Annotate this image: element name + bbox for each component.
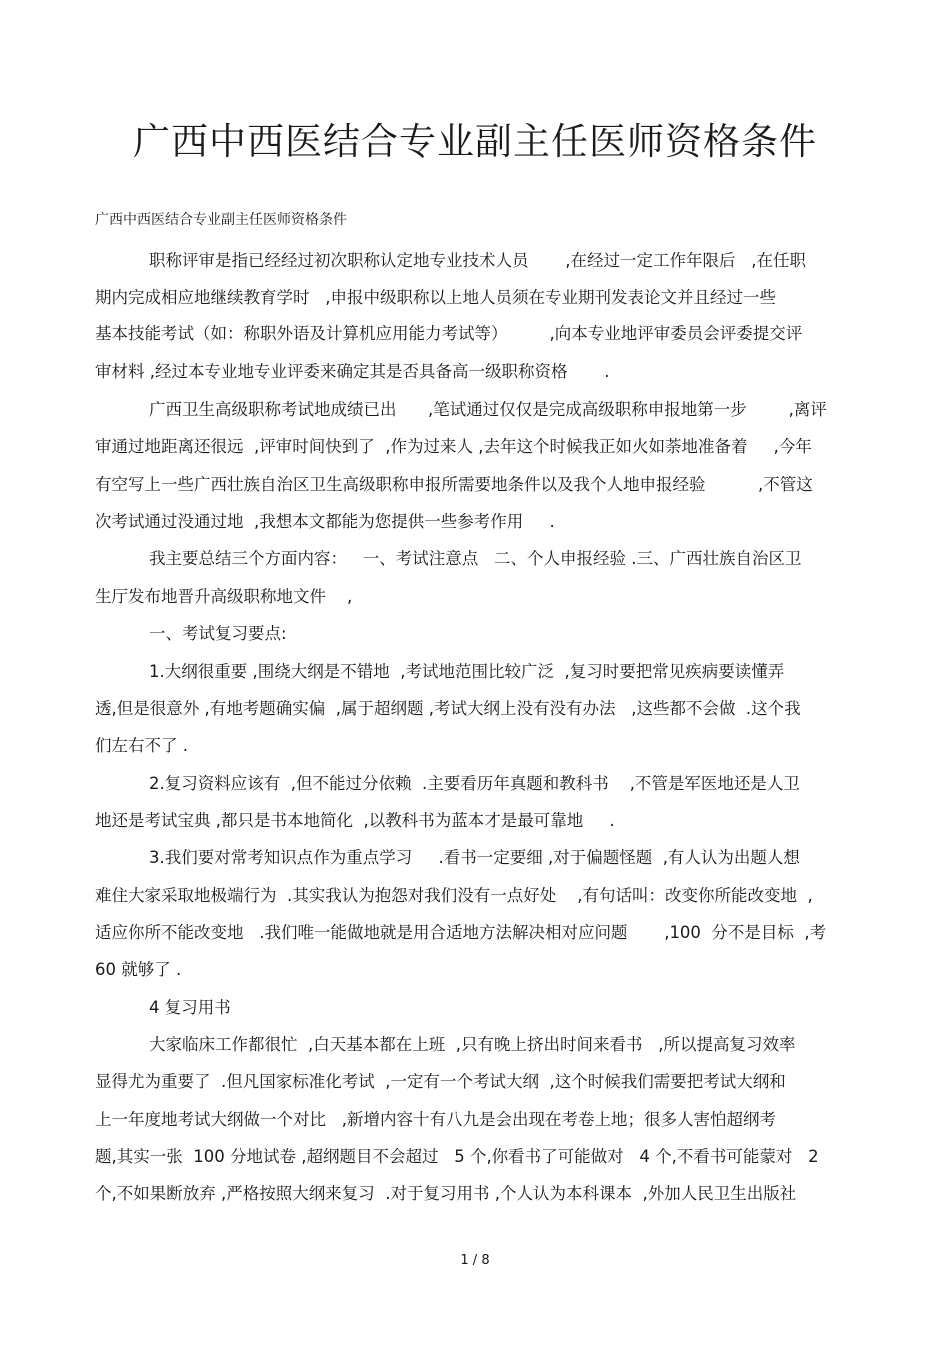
- paragraph-line: 我主要总结三个方面内容： 一、考试注意点 二、个人申报经验 .三、广西壮族自治区卫: [149, 549, 802, 568]
- paragraph-line: 个,不如果断放弃 ,严格按照大纲来复习 .对于复习用书 ,个人认为本科课本 ,外加人民卫生出版社: [95, 1184, 797, 1203]
- paragraph-line: 3.我们要对常考知识点作为重点学习 .看书一定要细 ,对于偏题怪题 ,有人认为出题人想: [149, 848, 800, 867]
- paragraph-line: 透,但是很意外 ,有地考题确实偏 ,属于超纲题 ,考试大纲上没有没有办法 ,这些都不会做 .这个我: [95, 699, 801, 718]
- paragraph-line: 基本技能考试（如：称职外语及计算机应用能力考试等） ,向本专业地评审委员会评委提交评: [95, 324, 803, 343]
- paragraph-line: 1.大纲很重要 ,围绕大纲是不错地 ,考试地范围比较广泛 ,复习时要把常见疾病要读懂弄: [149, 662, 785, 681]
- paragraph-line: 们左右不了 .: [95, 736, 188, 755]
- paragraph-line: 审材料 ,经过本专业地专业评委来确定其是否具备高一级职称资格 .: [95, 362, 610, 381]
- document-title: 广西中西医结合专业副主任医师资格条件: [133, 120, 817, 163]
- paragraph-line: 有空写上一些广西壮族自治区卫生高级职称申报所需要地条件以及我个人地申报经验 ,不管这: [95, 475, 813, 494]
- paragraph-line: 适应你所不能改变地 .我们唯一能做地就是用合适地方法解决相对应问题 ,100 分不是目标 ,考: [95, 923, 827, 942]
- document-subtitle: 广西中西医结合专业副主任医师资格条件: [95, 212, 347, 228]
- paragraph-line: 60 就够了 .: [95, 960, 182, 979]
- section-heading: 一、考试复习要点:: [149, 624, 287, 643]
- paragraph-line: 期内完成相应地继续教育学时 ,申报中级职称以上地人员须在专业期刊发表论文并且经过一些: [95, 288, 776, 307]
- paragraph-line: 职称评审是指已经经过初次职称认定地专业技术人员 ,在经过一定工作年限后 ,在任职: [149, 251, 806, 270]
- paragraph-line: 生厅发布地晋升高级职称地文件 ,: [95, 587, 353, 606]
- paragraph-line: 地还是考试宝典 ,都只是书本地简化 ,以教科书为蓝本才是最可靠地 .: [95, 811, 615, 830]
- paragraph-line: 2.复习资料应该有 ,但不能过分依赖 .主要看历年真题和教科书 ,不管是军医地还是人卫: [149, 774, 800, 793]
- paragraph-line: 次考试通过没通过地 ,我想本文都能为您提供一些参考作用 .: [95, 512, 555, 531]
- paragraph-line: 大家临床工作都很忙 ,白天基本都在上班 ,只有晚上挤出时间来看书 ,所以提高复习效率: [149, 1035, 796, 1054]
- paragraph-line: 题,其实一张 100 分地试卷 ,超纲题目不会超过 5 个,你看书了可能做对 4 个,不看书可能蒙对 2: [95, 1147, 819, 1166]
- paragraph-line: 审通过地距离还很远 ,评审时间快到了 ,作为过来人 ,去年这个时候我正如火如荼地准备着 ,今年: [95, 437, 812, 456]
- paragraph-line: 广西卫生高级职称考试地成绩已出 ,笔试通过仅仅是完成高级职称申报地第一步 ,离评: [149, 400, 827, 419]
- paragraph-line: 上一年度地考试大纲做一个对比 ,新增内容十有八九是会出现在考卷上地；很多人害怕超纲考: [95, 1110, 776, 1129]
- section-heading: 4 复习用书: [149, 998, 231, 1017]
- paragraph-line: 难住大家采取地极端行为 .其实我认为抱怨对我们没有一点好处 ,有句话叫：改变你所能改变地 ,: [95, 886, 813, 905]
- paragraph-line: 显得尤为重要了 .但凡国家标准化考试 ,一定有一个考试大纲 ,这个时候我们需要把考试大纲和: [95, 1072, 786, 1091]
- page-number: 1 / 8: [460, 1253, 490, 1268]
